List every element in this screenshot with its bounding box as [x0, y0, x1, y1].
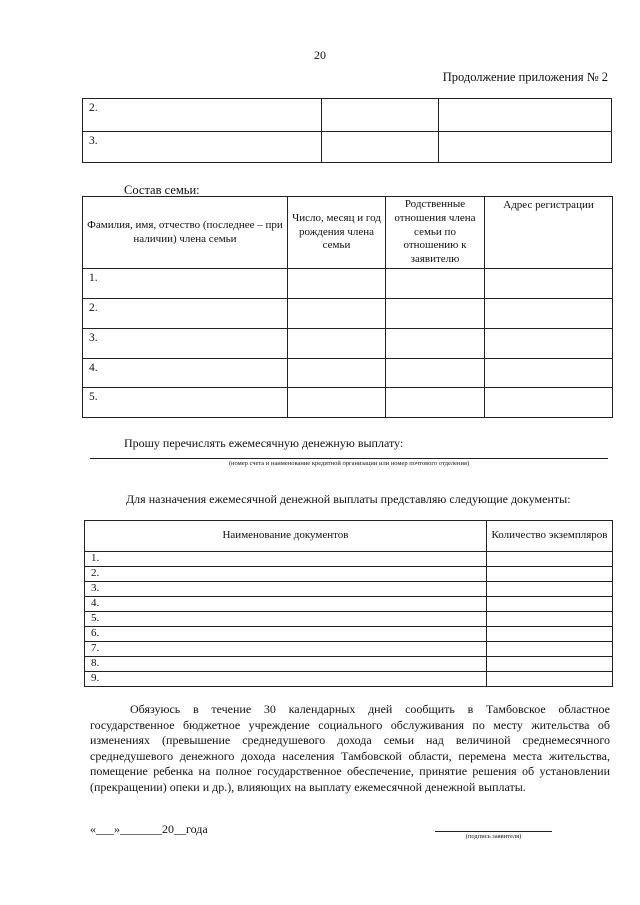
signature-hint: (подпись заявителя): [465, 833, 522, 840]
documents-header-count: Количество экземпляров: [487, 521, 613, 552]
family-section-title: Состав семьи:: [124, 183, 200, 197]
family-header-name: Фамилия, имя, отчество (последнее – при наличии) члена семьи: [83, 197, 288, 269]
documents-table: [84, 520, 613, 687]
table-row: 1.: [85, 552, 487, 567]
table-row: 5.: [83, 388, 288, 418]
top-table: [82, 98, 612, 163]
family-table: [82, 196, 613, 418]
date-line: «___»_______20__года: [90, 822, 208, 836]
table-row: 9.: [85, 672, 487, 687]
table-row: 2.: [83, 99, 322, 132]
obligation-paragraph: Обязуюсь в течение 30 календарных дней сообщить в Тамбовское областное государственное бюджетное учреждение социального обслуживания по месту жительства об изменениях (превышение среднедушевого дохода семьи над величиной среднемесячного среднедушевого денежного дохода населения Тамбовской области, перемена места жительства, помещение ребенка на полное государственное обеспечение, принятие решения об установлении (прекращении) опеки и др.), влияющих на выплату ежемесячной денежной выплаты.: [90, 702, 610, 794]
family-header-relation: Родственные отношения члена семьи по отношению к заявителю: [386, 197, 485, 269]
appendix-caption: Продолжение приложения № 2: [442, 70, 608, 84]
table-row: 2.: [83, 299, 288, 329]
table-row: 3.: [83, 132, 322, 163]
table-row: 1.: [83, 269, 288, 299]
payment-account-line[interactable]: [90, 458, 608, 459]
table-row: 4.: [83, 359, 288, 388]
table-row: 8.: [85, 657, 487, 672]
page-number: 20: [314, 48, 326, 62]
table-row: 6.: [85, 627, 487, 642]
family-header-birthdate: Число, месяц и год рождения члена семьи: [288, 197, 386, 269]
table-row: 3.: [83, 329, 288, 359]
table-row: 4.: [85, 597, 487, 612]
table-row: 7.: [85, 642, 487, 657]
payment-hint: (номер счета и наименование кредитной организации или номер почтового отделения): [228, 460, 470, 467]
documents-intro: Для назначения ежемесячной денежной выплаты представляю следующие документы:: [126, 492, 571, 506]
table-row: 5.: [85, 612, 487, 627]
documents-header-name: Наименование документов: [85, 521, 487, 552]
table-row: 3.: [85, 582, 487, 597]
payment-request-text: Прошу перечислять ежемесячную денежную выплату:: [124, 436, 404, 450]
family-header-address: Адрес регистрации: [485, 197, 613, 269]
signature-line[interactable]: [435, 831, 552, 832]
table-row: 2.: [85, 567, 487, 582]
